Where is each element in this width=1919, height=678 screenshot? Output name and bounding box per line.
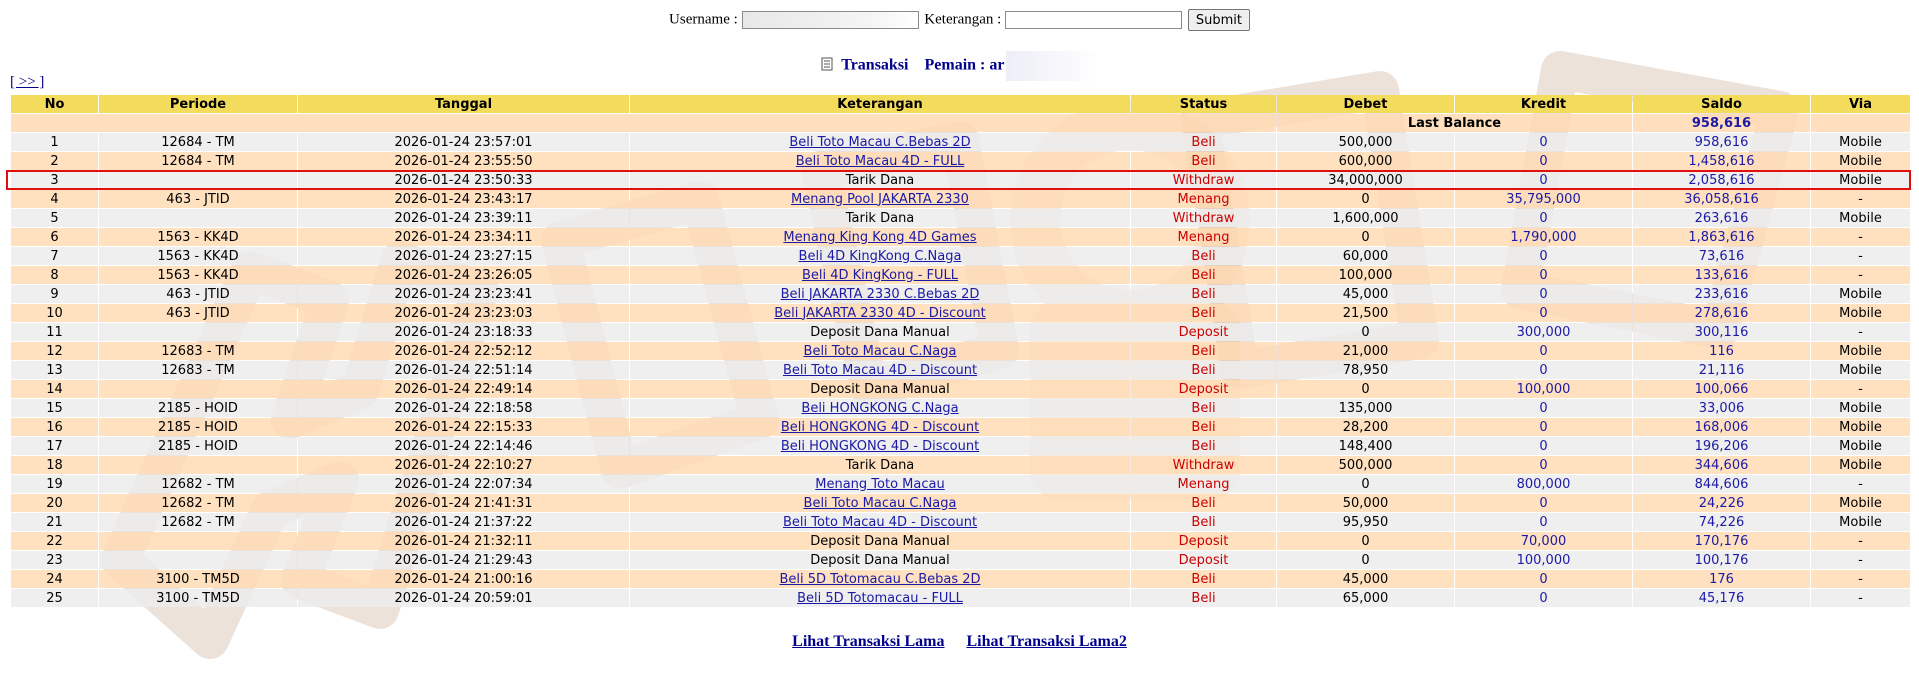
cell-saldo: 133,616 [1633,266,1810,284]
cell-saldo: 36,058,616 [1633,190,1810,208]
cell-periode: 2185 - HOID [99,437,297,455]
cell-keterangan[interactable]: Beli Toto Macau 4D - Discount [630,513,1130,531]
cell-keterangan[interactable]: Beli Toto Macau 4D - Discount [630,361,1130,379]
cell-keterangan: Deposit Dana Manual [630,380,1130,398]
cell-status: Beli [1131,437,1276,455]
cell-kredit: 0 [1455,494,1632,512]
cell-kredit: 0 [1455,342,1632,360]
last-balance-value: 958,616 [1633,114,1810,132]
col-header-debet: Debet [1277,95,1454,113]
cell-via: - [1811,475,1910,493]
cell-tanggal: 2026-01-24 21:29:43 [298,551,629,569]
cell-debet: 78,950 [1277,361,1454,379]
cell-saldo: 1,863,616 [1633,228,1810,246]
table-row [11,304,1910,322]
cell-tanggal: 2026-01-24 22:15:33 [298,418,629,436]
cell-keterangan[interactable]: Beli JAKARTA 2330 4D - Discount [630,304,1130,322]
cell-status: Menang [1131,228,1276,246]
cell-status: Beli [1131,133,1276,151]
cell-saldo: 116 [1633,342,1810,360]
cell-tanggal: 2026-01-24 21:37:22 [298,513,629,531]
cell-via: Mobile [1811,361,1910,379]
cell-saldo: 300,116 [1633,323,1810,341]
table-row [11,494,1910,512]
cell-via: - [1811,532,1910,550]
cell-debet: 95,950 [1277,513,1454,531]
cell-keterangan: Deposit Dana Manual [630,532,1130,550]
cell-kredit: 70,000 [1455,532,1632,550]
table-row [11,228,1910,246]
cell-status: Beli [1131,418,1276,436]
cell-no: 17 [11,437,98,455]
cell-kredit: 0 [1455,399,1632,417]
cell-debet: 0 [1277,323,1454,341]
cell-periode [99,171,297,189]
cell-saldo: 21,116 [1633,361,1810,379]
cell-keterangan[interactable]: Beli HONGKONG 4D - Discount [630,437,1130,455]
last-balance-label: Last Balance [1277,114,1632,132]
pemain-label: Pemain : ar [924,56,1005,74]
cell-no: 2 [11,152,98,170]
col-header-tanggal: Tanggal [298,95,629,113]
table-row [11,190,1910,208]
cell-kredit: 0 [1455,133,1632,151]
cell-periode: 12682 - TM [99,475,297,493]
cell-status: Withdraw [1131,456,1276,474]
cell-no: 3 [11,171,98,189]
cell-via: Mobile [1811,513,1910,531]
cell-keterangan[interactable]: Beli HONGKONG C.Naga [630,399,1130,417]
old-transactions-link[interactable]: Lihat Transaksi Lama [792,633,945,650]
cell-periode: 1563 - KK4D [99,247,297,265]
table-row [11,285,1910,303]
table-row [11,133,1910,151]
cell-no: 13 [11,361,98,379]
cell-tanggal: 2026-01-24 23:26:05 [298,266,629,284]
cell-kredit: 800,000 [1455,475,1632,493]
cell-no: 1 [11,133,98,151]
cell-saldo: 73,616 [1633,247,1810,265]
cell-keterangan[interactable]: Beli 4D KingKong - FULL [630,266,1130,284]
cell-debet: 0 [1277,551,1454,569]
cell-debet: 65,000 [1277,589,1454,607]
table-row [11,380,1910,398]
cell-saldo: 2,058,616 [1633,171,1810,189]
cell-periode: 1563 - KK4D [99,228,297,246]
redacted-name [1006,51,1098,81]
cell-tanggal: 2026-01-24 22:49:14 [298,380,629,398]
cell-debet: 28,200 [1277,418,1454,436]
cell-debet: 148,400 [1277,437,1454,455]
cell-periode [99,323,297,341]
cell-via: Mobile [1811,152,1910,170]
cell-tanggal: 2026-01-24 22:52:12 [298,342,629,360]
cell-via: - [1811,551,1910,569]
cell-tanggal: 2026-01-24 23:55:50 [298,152,629,170]
cell-via: Mobile [1811,418,1910,436]
cell-keterangan: Deposit Dana Manual [630,323,1130,341]
cell-keterangan: Deposit Dana Manual [630,551,1130,569]
cell-periode: 463 - JTID [99,304,297,322]
cell-periode: 12682 - TM [99,494,297,512]
col-header-kredit: Kredit [1455,95,1632,113]
cell-debet: 50,000 [1277,494,1454,512]
cell-kredit: 0 [1455,437,1632,455]
cell-keterangan[interactable]: Beli 5D Totomacau C.Bebas 2D [630,570,1130,588]
cell-keterangan[interactable]: Menang King Kong 4D Games [630,228,1130,246]
cell-periode [99,209,297,227]
cell-no: 4 [11,190,98,208]
cell-tanggal: 2026-01-24 23:18:33 [298,323,629,341]
cell-periode: 12684 - TM [99,152,297,170]
cell-no: 20 [11,494,98,512]
cell-periode [99,380,297,398]
cell-saldo: 278,616 [1633,304,1810,322]
cell-via: - [1811,190,1910,208]
cell-status: Beli [1131,304,1276,322]
cell-saldo: 1,458,616 [1633,152,1810,170]
cell-saldo: 233,616 [1633,285,1810,303]
cell-via: Mobile [1811,399,1910,417]
cell-keterangan[interactable]: Beli Toto Macau C.Bebas 2D [630,133,1130,151]
cell-tanggal: 2026-01-24 22:14:46 [298,437,629,455]
cell-tanggal: 2026-01-24 22:51:14 [298,361,629,379]
cell-via: Mobile [1811,494,1910,512]
cell-no: 12 [11,342,98,360]
cell-tanggal: 2026-01-24 23:43:17 [298,190,629,208]
cell-saldo: 176 [1633,570,1810,588]
username-label: Username : [669,11,738,28]
cell-periode: 12683 - TM [99,361,297,379]
cell-tanggal: 2026-01-24 21:41:31 [298,494,629,512]
cell-status: Withdraw [1131,171,1276,189]
cell-via: Mobile [1811,437,1910,455]
next-page-link[interactable]: [ >> ] [10,74,45,90]
cell-periode: 1563 - KK4D [99,266,297,284]
cell-via: - [1811,228,1910,246]
last-balance-row [11,114,1910,132]
cell-tanggal: 2026-01-24 23:23:03 [298,304,629,322]
cell-no: 6 [11,228,98,246]
cell-periode: 463 - JTID [99,285,297,303]
cell-kredit: 35,795,000 [1455,190,1632,208]
cell-no: 14 [11,380,98,398]
cell-status: Deposit [1131,323,1276,341]
cell-saldo: 196,206 [1633,437,1810,455]
cell-kredit: 0 [1455,304,1632,322]
cell-via: Mobile [1811,304,1910,322]
cell-no: 23 [11,551,98,569]
cell-kredit: 0 [1455,418,1632,436]
cell-no: 7 [11,247,98,265]
cell-status: Beli [1131,513,1276,531]
cell-saldo: 958,616 [1633,133,1810,151]
cell-kredit: 100,000 [1455,551,1632,569]
cell-keterangan[interactable]: Beli Toto Macau C.Naga [630,342,1130,360]
transaksi-label: Transaksi [841,56,909,74]
cell-debet: 0 [1277,228,1454,246]
cell-via: Mobile [1811,133,1910,151]
cell-status: Deposit [1131,551,1276,569]
cell-saldo: 33,006 [1633,399,1810,417]
cell-kredit: 0 [1455,209,1632,227]
cell-periode [99,551,297,569]
cell-status: Beli [1131,342,1276,360]
cell-debet: 34,000,000 [1277,171,1454,189]
cell-saldo: 844,606 [1633,475,1810,493]
cell-tanggal: 2026-01-24 22:07:34 [298,475,629,493]
cell-saldo: 100,176 [1633,551,1810,569]
table-row [11,570,1910,588]
cell-saldo: 344,606 [1633,456,1810,474]
cell-saldo: 263,616 [1633,209,1810,227]
cell-keterangan[interactable]: Menang Toto Macau [630,475,1130,493]
footer-links [0,633,1919,651]
cell-kredit: 1,790,000 [1455,228,1632,246]
username-input[interactable] [742,11,919,29]
table-row [11,266,1910,284]
cell-no: 11 [11,323,98,341]
cell-tanggal: 2026-01-24 23:57:01 [298,133,629,151]
cell-periode: 12682 - TM [99,513,297,531]
submit-button[interactable]: Submit [1188,9,1250,31]
cell-status: Beli [1131,570,1276,588]
cell-kredit: 0 [1455,456,1632,474]
cell-no: 5 [11,209,98,227]
cell-keterangan[interactable]: Beli JAKARTA 2330 C.Bebas 2D [630,285,1130,303]
cell-debet: 500,000 [1277,456,1454,474]
col-header-keterangan: Keterangan [630,95,1130,113]
cell-debet: 100,000 [1277,266,1454,284]
cell-status: Beli [1131,285,1276,303]
cell-periode: 3100 - TM5D [99,570,297,588]
cell-tanggal: 2026-01-24 20:59:01 [298,589,629,607]
cell-saldo: 74,226 [1633,513,1810,531]
cell-via: - [1811,570,1910,588]
cell-status: Beli [1131,399,1276,417]
cell-debet: 21,500 [1277,304,1454,322]
cell-tanggal: 2026-01-24 23:23:41 [298,285,629,303]
cell-no: 19 [11,475,98,493]
cell-via: Mobile [1811,342,1910,360]
table-row [11,551,1910,569]
cell-via: - [1811,380,1910,398]
cell-keterangan[interactable]: Beli 5D Totomacau - FULL [630,589,1130,607]
cell-keterangan[interactable]: Beli Toto Macau 4D - FULL [630,152,1130,170]
table-row [11,475,1910,493]
cell-periode: 3100 - TM5D [99,589,297,607]
search-form [0,9,1919,31]
cell-kredit: 0 [1455,361,1632,379]
table-row [11,171,1910,189]
cell-no: 8 [11,266,98,284]
cell-via: Mobile [1811,285,1910,303]
cell-debet: 21,000 [1277,342,1454,360]
cell-no: 9 [11,285,98,303]
table-header-row [11,95,1910,113]
cell-via: Mobile [1811,171,1910,189]
cell-debet: 0 [1277,475,1454,493]
cell-via: - [1811,323,1910,341]
cell-status: Deposit [1131,380,1276,398]
col-header-periode: Periode [99,95,297,113]
cell-status: Menang [1131,475,1276,493]
cell-kredit: 0 [1455,171,1632,189]
cell-periode: 12683 - TM [99,342,297,360]
cell-tanggal: 2026-01-24 21:32:11 [298,532,629,550]
cell-periode: 2185 - HOID [99,418,297,436]
cell-via: - [1811,266,1910,284]
cell-saldo: 24,226 [1633,494,1810,512]
cell-keterangan: Tarik Dana [630,456,1130,474]
cell-debet: 0 [1277,190,1454,208]
old-transactions2-link[interactable]: Lihat Transaksi Lama2 [966,633,1127,650]
table-row [11,399,1910,417]
cell-status: Withdraw [1131,209,1276,227]
cell-debet: 1,600,000 [1277,209,1454,227]
cell-kredit: 0 [1455,247,1632,265]
cell-debet: 500,000 [1277,133,1454,151]
table-row [11,513,1910,531]
cell-kredit: 0 [1455,589,1632,607]
cell-via: - [1811,247,1910,265]
col-header-no: No [11,95,98,113]
table-row [11,323,1910,341]
cell-keterangan[interactable]: Menang Pool JAKARTA 2330 [630,190,1130,208]
table-row [11,152,1910,170]
cell-status: Beli [1131,152,1276,170]
cell-debet: 60,000 [1277,247,1454,265]
cell-status: Beli [1131,494,1276,512]
cell-keterangan: Tarik Dana [630,171,1130,189]
cell-no: 24 [11,570,98,588]
cell-periode: 2185 - HOID [99,399,297,417]
transaction-table [10,94,1911,608]
cell-keterangan[interactable]: Beli 4D KingKong C.Naga [630,247,1130,265]
table-row [11,247,1910,265]
cell-debet: 0 [1277,532,1454,550]
cell-via: - [1811,589,1910,607]
col-header-via: Via [1811,95,1910,113]
cell-tanggal: 2026-01-24 23:27:15 [298,247,629,265]
col-header-status: Status [1131,95,1276,113]
cell-tanggal: 2026-01-24 22:10:27 [298,456,629,474]
cell-status: Beli [1131,266,1276,284]
keterangan-input[interactable] [1005,11,1182,29]
cell-tanggal: 2026-01-24 22:18:58 [298,399,629,417]
cell-keterangan: Tarik Dana [630,209,1130,227]
cell-kredit: 300,000 [1455,323,1632,341]
cell-debet: 135,000 [1277,399,1454,417]
cell-tanggal: 2026-01-24 21:00:16 [298,570,629,588]
cell-status: Beli [1131,247,1276,265]
cell-tanggal: 2026-01-24 23:50:33 [298,171,629,189]
table-row [11,418,1910,436]
cell-kredit: 0 [1455,152,1632,170]
cell-keterangan[interactable]: Beli HONGKONG 4D - Discount [630,418,1130,436]
cell-debet: 600,000 [1277,152,1454,170]
document-icon [821,57,834,76]
cell-no: 25 [11,589,98,607]
keterangan-label: Keterangan : [924,11,1002,28]
cell-keterangan[interactable]: Beli Toto Macau C.Naga [630,494,1130,512]
cell-periode [99,532,297,550]
cell-debet: 45,000 [1277,570,1454,588]
cell-tanggal: 2026-01-24 23:39:11 [298,209,629,227]
cell-debet: 45,000 [1277,285,1454,303]
table-row [11,456,1910,474]
cell-saldo: 170,176 [1633,532,1810,550]
cell-via: Mobile [1811,456,1910,474]
cell-saldo: 100,066 [1633,380,1810,398]
cell-debet: 0 [1277,380,1454,398]
col-header-saldo: Saldo [1633,95,1810,113]
cell-periode: 463 - JTID [99,190,297,208]
cell-via: Mobile [1811,209,1910,227]
table-row [11,532,1910,550]
cell-no: 21 [11,513,98,531]
cell-no: 10 [11,304,98,322]
cell-kredit: 0 [1455,285,1632,303]
page-title [0,51,1919,81]
cell-periode: 12684 - TM [99,133,297,151]
cell-periode [99,456,297,474]
table-row [11,209,1910,227]
cell-saldo: 45,176 [1633,589,1810,607]
cell-status: Menang [1131,190,1276,208]
cell-no: 18 [11,456,98,474]
cell-tanggal: 2026-01-24 23:34:11 [298,228,629,246]
table-row [11,342,1910,360]
cell-kredit: 0 [1455,570,1632,588]
cell-status: Beli [1131,361,1276,379]
cell-kredit: 100,000 [1455,380,1632,398]
cell-status: Beli [1131,589,1276,607]
table-row [11,589,1910,607]
cell-no: 22 [11,532,98,550]
cell-no: 16 [11,418,98,436]
table-row [11,437,1910,455]
cell-no: 15 [11,399,98,417]
table-row [11,361,1910,379]
cell-kredit: 0 [1455,266,1632,284]
cell-saldo: 168,006 [1633,418,1810,436]
cell-kredit: 0 [1455,513,1632,531]
cell-status: Deposit [1131,532,1276,550]
